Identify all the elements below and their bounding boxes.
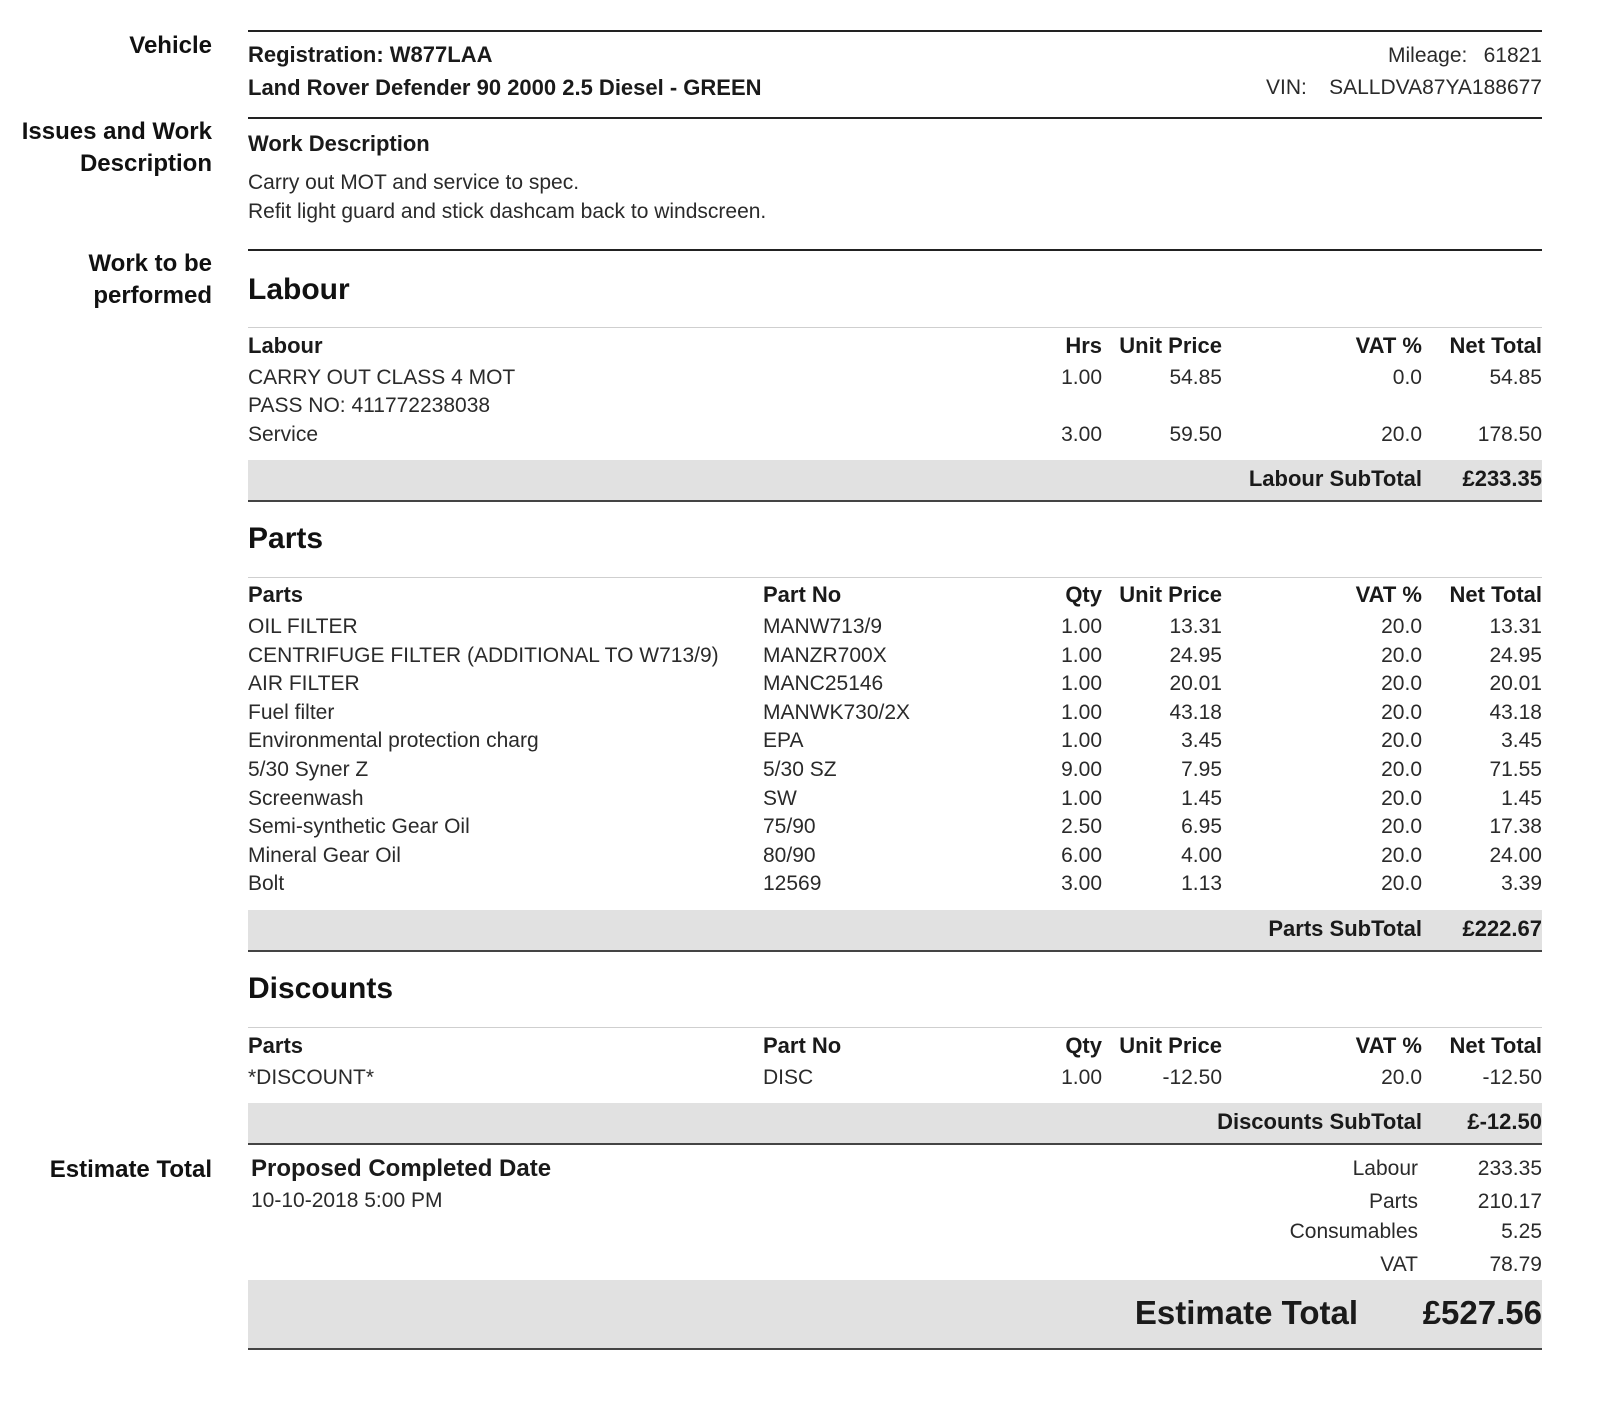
part-row-qty: 1.00	[1061, 701, 1102, 724]
part-row-net: 24.95	[1489, 644, 1542, 667]
labour-title: Labour	[248, 273, 350, 306]
labour-row-net: 54.85	[1489, 366, 1542, 389]
summary-labour-value: 233.35	[1477, 1157, 1542, 1180]
part-row-vat: 20.0	[1381, 729, 1422, 752]
parts-col-net: Net Total	[1449, 582, 1542, 607]
divider-top	[248, 30, 1542, 32]
discount-row-vat: 20.0	[1381, 1066, 1422, 1089]
labour-row-unit-price: 54.85	[1169, 366, 1222, 389]
part-row-part-no: 80/90	[763, 844, 816, 867]
part-row-net: 13.31	[1489, 615, 1542, 638]
labour-col-desc: Labour	[248, 333, 323, 358]
discount-row-qty: 1.00	[1061, 1066, 1102, 1089]
part-row-desc: Screenwash	[248, 787, 364, 810]
part-row-part-no: 5/30 SZ	[763, 758, 837, 781]
discounts-subtotal-label: Discounts SubTotal	[1217, 1109, 1422, 1134]
parts-subtotal-label: Parts SubTotal	[1268, 916, 1422, 941]
part-row-desc: AIR FILTER	[248, 672, 360, 695]
part-row-net: 17.38	[1489, 815, 1542, 838]
summary-parts-label: Parts	[1368, 1190, 1418, 1213]
part-row-unit-price: 20.01	[1169, 672, 1222, 695]
part-row-desc: 5/30 Syner Z	[248, 758, 369, 781]
section-label-work-line1: Work to be	[88, 250, 212, 277]
part-row-vat: 20.0	[1381, 672, 1422, 695]
part-row-part-no: MANZR700X	[763, 644, 887, 667]
discounts-subtotal-value: £-12.50	[1467, 1109, 1542, 1134]
labour-row-desc: CARRY OUT CLASS 4 MOT	[248, 366, 516, 389]
labour-row-unit-price: 59.50	[1169, 423, 1222, 446]
parts-subtotal-bar	[248, 910, 1542, 952]
divider-work	[248, 249, 1542, 251]
part-row-net: 3.45	[1501, 729, 1542, 752]
vin-label: VIN:	[1266, 76, 1307, 99]
summary-labour-label: Labour	[1352, 1157, 1418, 1180]
summary-consumables-label: Consumables	[1289, 1220, 1418, 1243]
part-row-net: 3.39	[1501, 872, 1542, 895]
vin-value: SALLDVA87YA188677	[1329, 76, 1542, 99]
proposed-date-value: 10-10-2018 5:00 PM	[251, 1189, 443, 1212]
part-row-unit-price: 4.00	[1181, 844, 1222, 867]
part-row-desc: CENTRIFUGE FILTER (ADDITIONAL TO W713/9)	[248, 644, 719, 667]
part-row-vat: 20.0	[1381, 844, 1422, 867]
summary-parts-value: 210.17	[1477, 1190, 1542, 1213]
part-row-unit-price: 43.18	[1169, 701, 1222, 724]
discount-row-desc: *DISCOUNT*	[248, 1066, 375, 1089]
work-description-line: Carry out MOT and service to spec.	[248, 171, 580, 194]
labour-col-unit-price: Unit Price	[1119, 333, 1222, 358]
labour-subtotal-value: £233.35	[1462, 466, 1542, 491]
part-row-part-no: MANC25146	[763, 672, 884, 695]
mileage-value: 61821	[1483, 44, 1542, 67]
part-row-vat: 20.0	[1381, 758, 1422, 781]
part-row-unit-price: 24.95	[1169, 644, 1222, 667]
part-row-qty: 9.00	[1061, 758, 1102, 781]
part-row-net: 71.55	[1489, 758, 1542, 781]
part-row-vat: 20.0	[1381, 787, 1422, 810]
summary-consumables-value: 5.25	[1501, 1220, 1542, 1243]
part-row-desc: Bolt	[248, 872, 285, 895]
registration: Registration: W877LAA	[248, 42, 493, 67]
summary-vat-label: VAT	[1380, 1253, 1418, 1276]
vehicle-description: Land Rover Defender 90 2000 2.5 Diesel - GREEN	[248, 75, 762, 100]
part-row-desc: Fuel filter	[248, 701, 335, 724]
parts-title: Parts	[248, 522, 324, 555]
parts-col-qty: Qty	[1065, 582, 1102, 607]
part-row-net: 43.18	[1489, 701, 1542, 724]
parts-col-vat: VAT %	[1355, 582, 1422, 607]
part-row-part-no: 12569	[763, 872, 822, 895]
labour-header-rule	[248, 327, 1542, 328]
part-row-qty: 1.00	[1061, 672, 1102, 695]
discounts-col-qty: Qty	[1065, 1033, 1102, 1058]
labour-row-hrs: 3.00	[1061, 423, 1102, 446]
part-row-vat: 20.0	[1381, 644, 1422, 667]
discounts-header-rule	[248, 1027, 1542, 1028]
part-row-net: 24.00	[1489, 844, 1542, 867]
labour-row-net: 178.50	[1477, 423, 1542, 446]
section-label-vehicle: Vehicle	[129, 32, 212, 59]
part-row-unit-price: 3.45	[1181, 729, 1222, 752]
mileage-label: Mileage:	[1388, 44, 1468, 67]
part-row-unit-price: 13.31	[1169, 615, 1222, 638]
summary-vat-value: 78.79	[1489, 1253, 1542, 1276]
discount-row-part-no: DISC	[763, 1066, 814, 1089]
part-row-vat: 20.0	[1381, 615, 1422, 638]
discount-row-net: -12.50	[1482, 1066, 1542, 1089]
part-row-unit-price: 1.45	[1181, 787, 1222, 810]
part-row-desc: Mineral Gear Oil	[248, 844, 401, 867]
part-row-part-no: MANWK730/2X	[763, 701, 911, 724]
parts-subtotal-value: £222.67	[1462, 916, 1542, 941]
section-label-work-line2: performed	[93, 282, 212, 309]
parts-col-part-no: Part No	[763, 582, 842, 607]
part-row-qty: 1.00	[1061, 729, 1102, 752]
discounts-col-unit-price: Unit Price	[1119, 1033, 1222, 1058]
part-row-qty: 3.00	[1061, 872, 1102, 895]
discount-row-unit-price: -12.50	[1162, 1066, 1222, 1089]
part-row-part-no: EPA	[763, 729, 804, 752]
discounts-subtotal-bar	[248, 1103, 1542, 1145]
labour-subtotal-bar	[248, 460, 1542, 502]
part-row-desc: Environmental protection charg	[248, 729, 539, 752]
section-label-work	[88, 248, 212, 312]
part-row-part-no: MANW713/9	[763, 615, 883, 638]
labour-row-desc: PASS NO: 411772238038	[248, 394, 491, 417]
part-row-qty: 1.00	[1061, 615, 1102, 638]
part-row-vat: 20.0	[1381, 701, 1422, 724]
parts-col-desc: Parts	[248, 582, 304, 607]
part-row-qty: 1.00	[1061, 787, 1102, 810]
parts-header-rule	[248, 577, 1542, 578]
part-row-net: 1.45	[1501, 787, 1542, 810]
part-row-qty: 1.00	[1061, 644, 1102, 667]
part-row-unit-price: 1.13	[1181, 872, 1222, 895]
labour-row-vat: 20.0	[1381, 423, 1422, 446]
discounts-col-desc: Parts	[248, 1033, 304, 1058]
labour-row-desc: Service	[248, 423, 319, 446]
part-row-vat: 20.0	[1381, 815, 1422, 838]
work-description-heading: Work Description	[248, 131, 430, 156]
discounts-col-vat: VAT %	[1355, 1033, 1422, 1058]
part-row-unit-price: 7.95	[1181, 758, 1222, 781]
labour-row-vat: 0.0	[1392, 366, 1422, 389]
part-row-part-no: 75/90	[763, 815, 816, 838]
discounts-col-net: Net Total	[1449, 1033, 1542, 1058]
parts-col-unit-price: Unit Price	[1119, 582, 1222, 607]
proposed-date-label: Proposed Completed Date	[251, 1155, 552, 1182]
section-label-estimate: Estimate Total	[49, 1156, 212, 1183]
section-label-issues-line2: Description	[79, 150, 212, 177]
part-row-desc: Semi-synthetic Gear Oil	[248, 815, 470, 838]
divider-vehicle	[248, 117, 1542, 119]
work-description-line: Refit light guard and stick dashcam back to windscreen.	[248, 200, 767, 223]
section-label-issues-line1: Issues and Work	[21, 118, 212, 145]
estimate-total-value: £527.56	[1422, 1294, 1542, 1331]
part-row-qty: 6.00	[1061, 844, 1102, 867]
labour-col-net: Net Total	[1449, 333, 1542, 358]
labour-subtotal-label: Labour SubTotal	[1248, 466, 1422, 491]
estimate-total-bar	[248, 1280, 1542, 1350]
part-row-net: 20.01	[1489, 672, 1542, 695]
part-row-qty: 2.50	[1061, 815, 1102, 838]
labour-row-hrs: 1.00	[1061, 366, 1102, 389]
part-row-vat: 20.0	[1381, 872, 1422, 895]
labour-col-vat: VAT %	[1355, 333, 1422, 358]
discounts-col-part-no: Part No	[763, 1033, 842, 1058]
part-row-part-no: SW	[763, 787, 797, 810]
part-row-desc: OIL FILTER	[248, 615, 358, 638]
section-label-issues	[22, 116, 212, 180]
estimate-total-label: Estimate Total	[1134, 1294, 1358, 1331]
part-row-unit-price: 6.95	[1181, 815, 1222, 838]
discounts-title: Discounts	[248, 972, 394, 1005]
labour-col-hrs: Hrs	[1065, 333, 1102, 358]
